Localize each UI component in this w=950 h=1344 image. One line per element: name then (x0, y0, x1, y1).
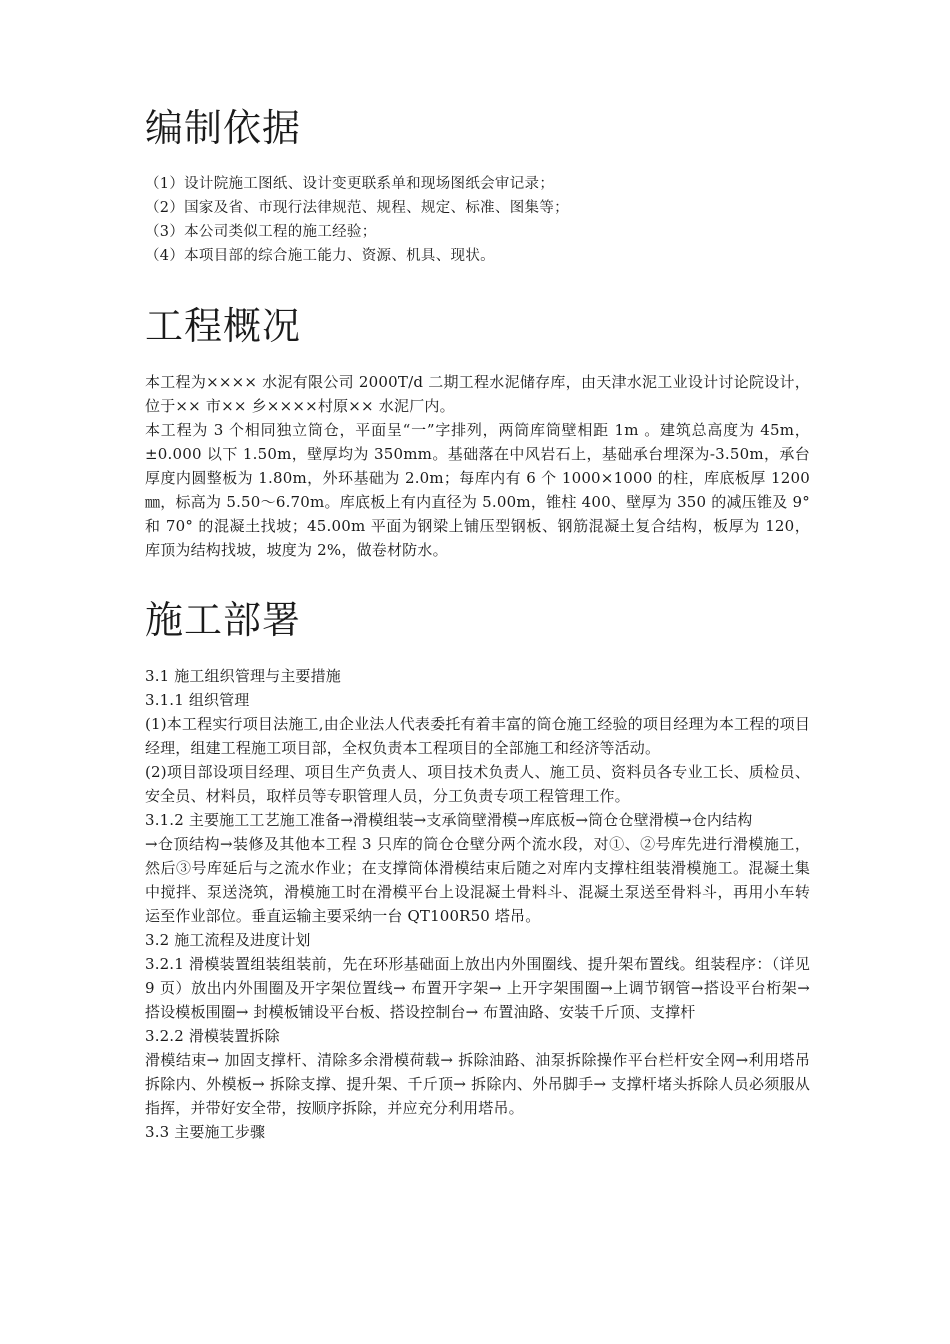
overview-paragraph: 本工程为 3 个相同独立筒仓，平面呈“一”字排列，两筒库筒壁相距 1m 。建筑总高度为 45m，±0.000 以下 1.50m，壁厚均为 350mm。基础落在中风岩石上，基础承台埋深为-3.50m，承台厚度内圆整板为 1.80m，外环基础为 2.0m；每库内有 6 个 1000×1000 的柱，库底板厚 1200 ㎜，标高为 5.50～6.70m。库底板上有内直径为 5.00m，锥柱 400、壁厚为 350 的减压锥及 9°和 70° 的混凝土找坡；45.00m 平面为钢梁上铺压型钢板、钢筋混凝土复合结构，板厚为 120，库顶为结构找坡，坡度为 2%，做卷材防水。 (145, 421, 810, 559)
basis-item: （2）国家及省、市现行法律规范、规程、规定、标准、图集等； (145, 200, 569, 216)
deployment-heading: 3.1.1 组织管理 (145, 691, 250, 709)
deployment-paragraph: (1)本工程实行项目法施工,由企业法人代表委托有着丰富的筒仓施工经验的项目经理为本工程的项目经理，组建工程施工项目部，全权负责本工程项目的全部施工和经济等活动。 (145, 715, 810, 757)
overview-body (145, 370, 810, 562)
section-title-deployment: 施工部署 (145, 598, 302, 642)
deployment-body (145, 664, 810, 1144)
section-deployment (145, 592, 810, 1144)
deployment-paragraph: 3.2.1 滑模装置组装组装前，先在环形基础面上放出内外围圈线、提升架布置线。组装程序：（详见 9 页）放出内外围圈及开字架位置线→ 布置开字架→ 上开字架围圈→上调节钢管→搭设平台桁架→ 搭设模板围圈→ 封模板铺设平台板、搭设控制台→ 布置油路、安装千斤顶、支撑杆 (145, 955, 810, 1021)
deployment-paragraph: (2)项目部设项目经理、项目生产负责人、项目技术负责人、施工员、资料员各专业工长、质检员、安全员、材料员，取样员等专职管理人员，分工负责专项工程管理工作。 (145, 763, 810, 805)
basis-item: （1）设计院施工图纸、设计变更联系单和现场图纸会审记录； (145, 176, 555, 192)
deployment-paragraph: →仓顶结构→装修及其他本工程 3 只库的筒仓仓壁分两个流水段，对①、②号库先进行滑模施工，然后③号库延后与之流水作业；在支撑筒体滑模结束后随之对库内支撑柱组装滑模施工。混凝土集中搅拌、泵送浇筑，滑模施工时在滑模平台上设混凝土骨料斗、混凝土泵送至骨料斗，再用小车转运至作业部位。垂直运输主要采纳一台 QT100R50 塔吊。 (145, 835, 810, 925)
section-title-basis: 编制依据 (145, 106, 302, 150)
deployment-heading: 3.1 施工组织管理与主要措施 (145, 667, 341, 685)
basis-list (145, 172, 810, 268)
deployment-heading: 3.3 主要施工步骤 (145, 1123, 266, 1141)
basis-item: （4）本项目部的综合施工能力、资源、机具、现状。 (145, 248, 495, 264)
section-overview (145, 298, 810, 562)
deployment-heading: 3.2.2 滑模装置拆除 (145, 1027, 280, 1045)
basis-item: （3）本公司类似工程的施工经验； (145, 224, 377, 240)
deployment-heading: 3.2 施工流程及进度计划 (145, 931, 311, 949)
section-basis (145, 100, 810, 268)
overview-paragraph: 本工程为×××× 水泥有限公司 2000T/d 二期工程水泥储存库，由天津水泥工业设计讨论院设计，位于×× 市×× 乡××××村原×× 水泥厂内。 (145, 373, 810, 415)
section-title-overview: 工程概况 (145, 304, 302, 348)
document-page (145, 100, 810, 1144)
deployment-paragraph: 滑模结束→ 加固支撑杆、清除多余滑模荷载→ 拆除油路、油泵拆除操作平台栏杆安全网→利用塔吊拆除内、外模板→ 拆除支撑、提升架、千斤顶→ 拆除内、外吊脚手→ 支撑杆堵头拆除人员必须服从指挥，并带好安全带，按顺序拆除，并应充分利用塔吊。 (145, 1051, 810, 1117)
deployment-paragraph: 3.1.2 主要施工工艺施工准备→滑模组装→支承筒壁滑模→库底板→筒仓仓壁滑模→仓内结构 (145, 811, 753, 829)
